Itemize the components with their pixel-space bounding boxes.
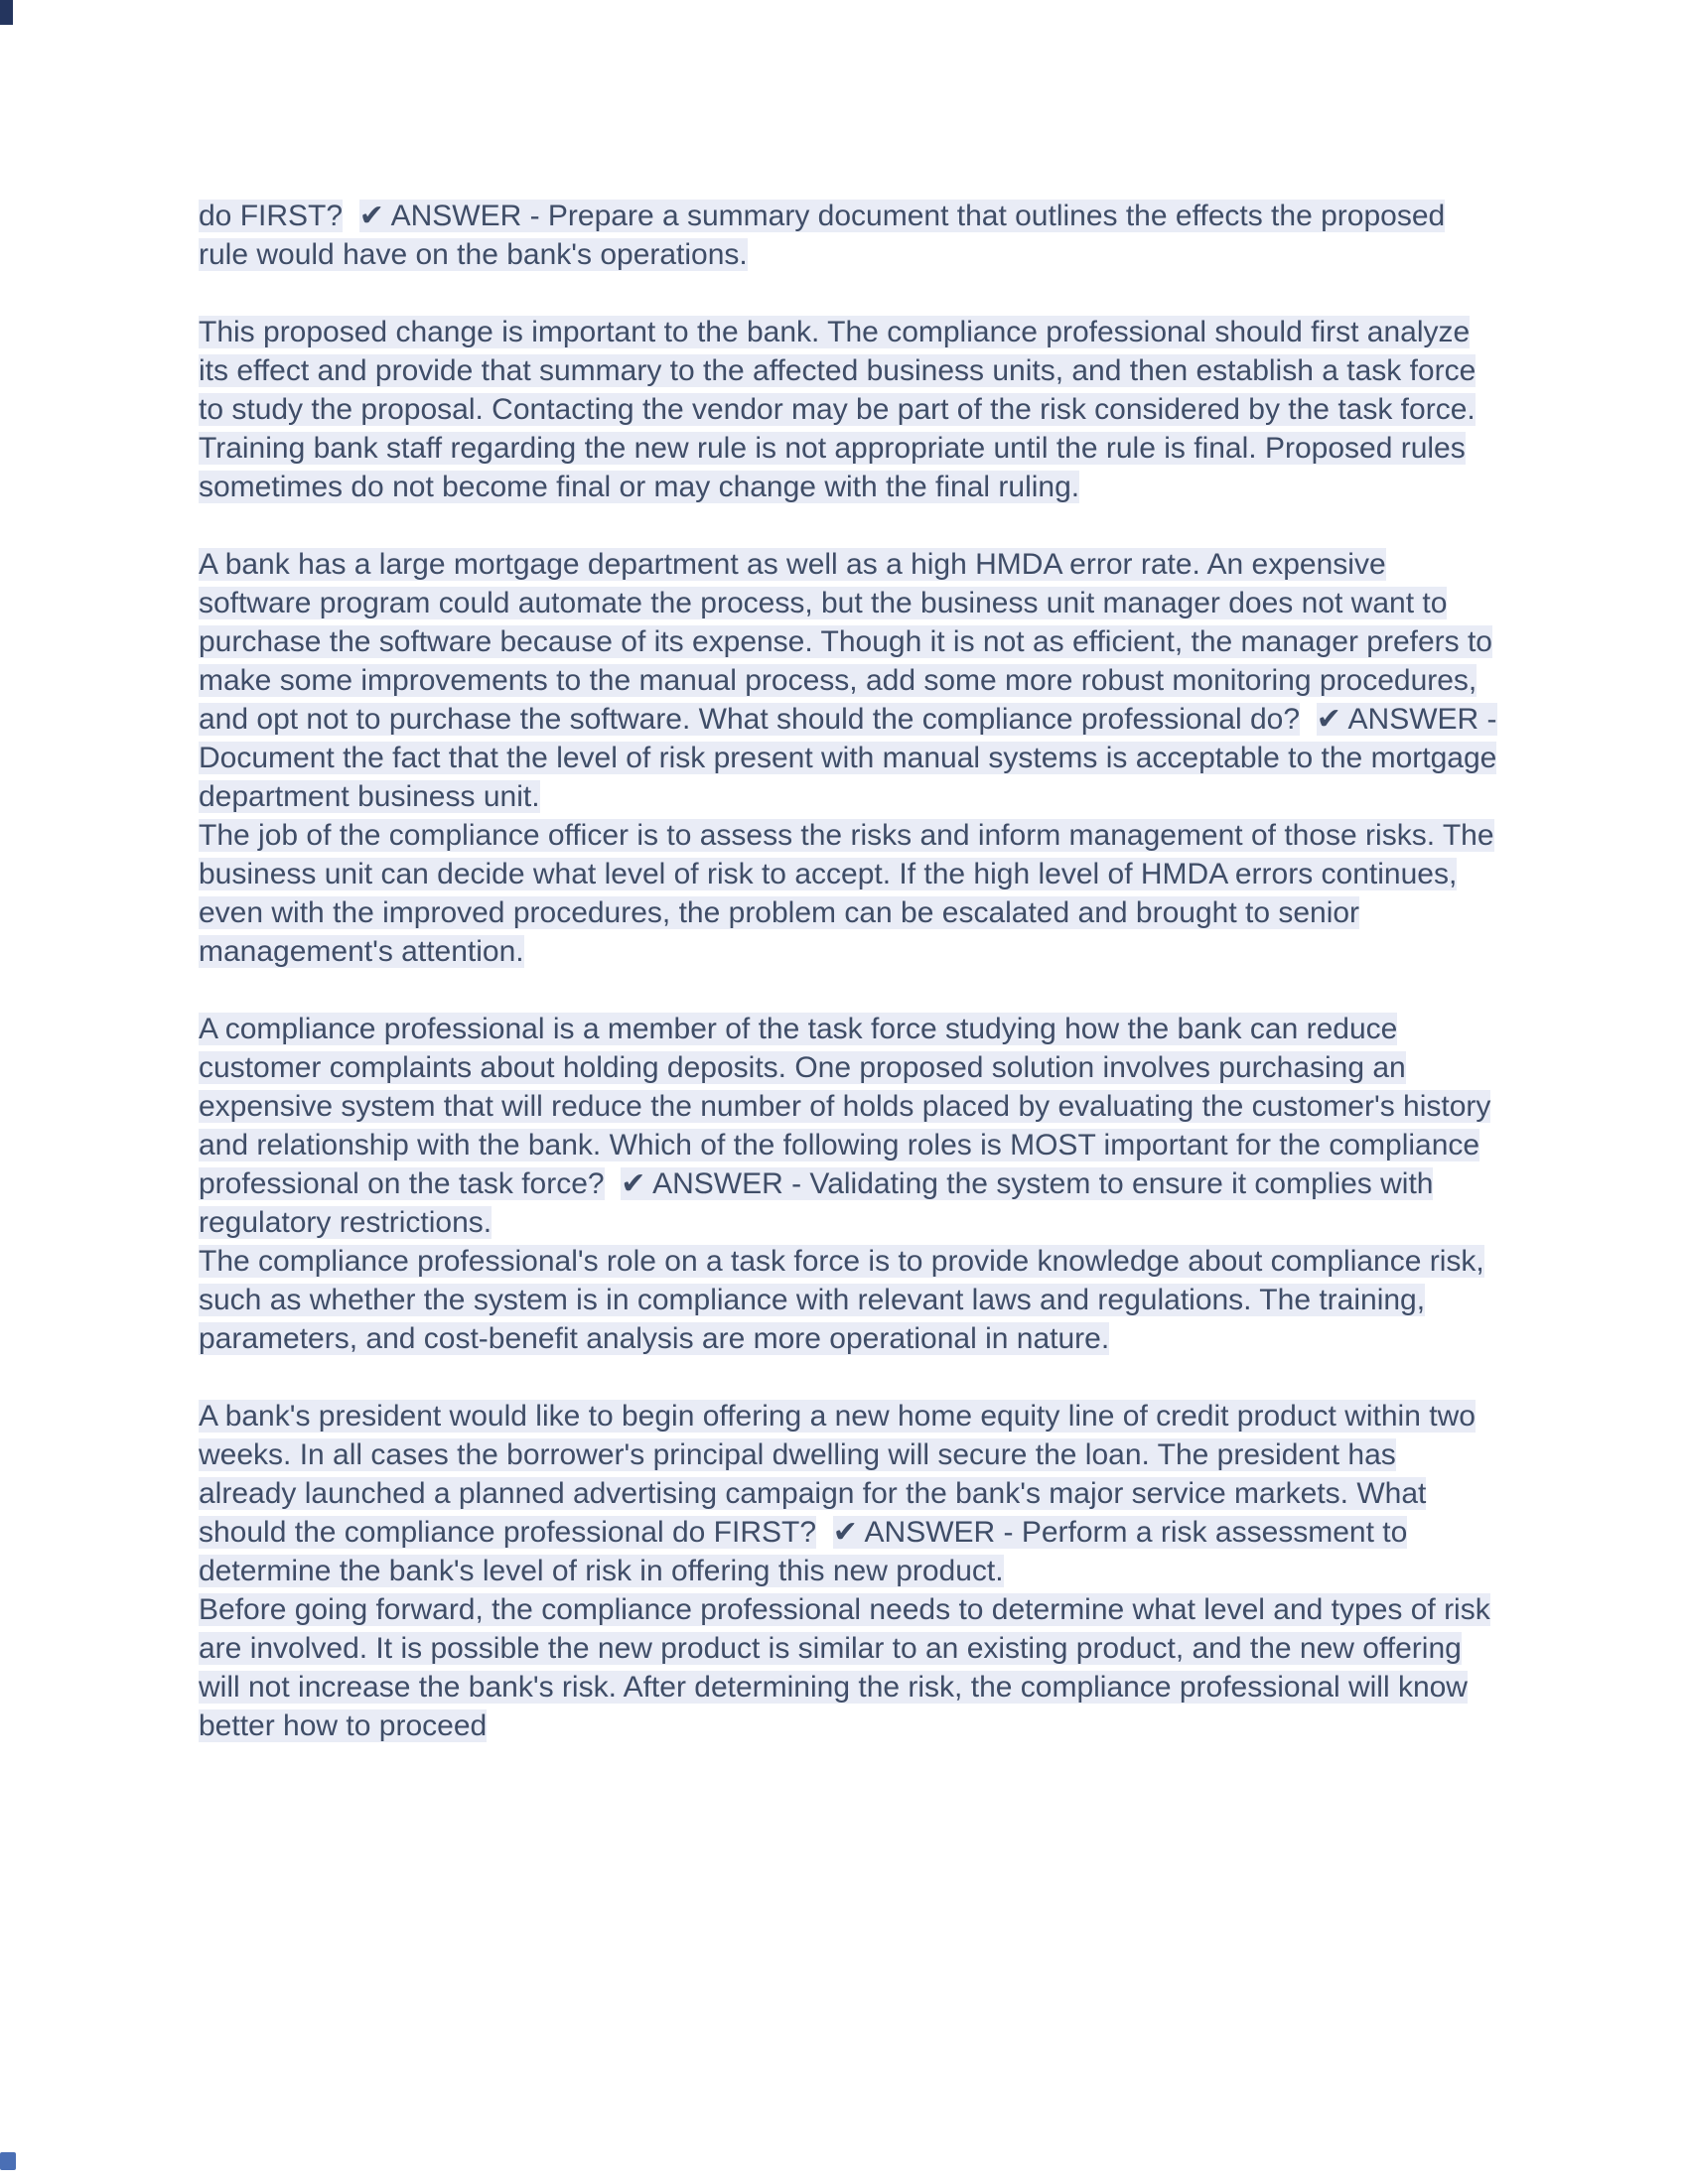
qa-block: [199, 1397, 1501, 1745]
answer-label-text: ANSWER - Validating the system to ensure it complies with regulatory restrictions.: [199, 1167, 1434, 1239]
page-edge-artifact-top: [0, 0, 13, 25]
question-answer-gap: [343, 200, 359, 232]
explanation-text: This proposed change is important to the bank. The compliance professional should first analyze its effect and provide that summary to the affected business units, and then establish a task force to study the proposal. Contacting the vendor may be part of the risk considered by the task force. Training bank staff regarding the new rule is not appropriate until the rule is final. Proposed rules sometimes do not become final or may change with the final ruling.: [199, 316, 1477, 503]
qa-block: [199, 545, 1501, 971]
explanation-paragraph: [199, 1590, 1501, 1745]
question-answer-paragraph: [199, 1397, 1501, 1590]
explanation-paragraph: [199, 313, 1501, 506]
question-text: A compliance professional is a member of the task force studying how the bank can reduce customer complaints about holding deposits. One proposed solution involves purchasing an expensive system that will reduce the number of holds placed by evaluating the customer's history and relationship with the bank. Which of the following roles is MOST important for the compliance professional on the task force?: [199, 1013, 1491, 1200]
question-answer-gap: [605, 1167, 622, 1200]
explanation-text: The compliance professional's role on a task force is to provide knowledge about compliance risk, such as whether the system is in compliance with relevant laws and regulations. The training, parameters, and cost-benefit analysis are more operational in nature.: [199, 1245, 1484, 1355]
question-answer-gap: [816, 1516, 833, 1549]
question-text: do FIRST?: [199, 200, 344, 232]
explanation-text: Before going forward, the compliance professional needs to determine what level and types of risk are involved. It is possible the new product is similar to an existing product, and the new offering will not increase the bank's risk. After determining the risk, the compliance professional will know better how to proceed: [199, 1593, 1490, 1742]
question-answer-gap: [1300, 703, 1317, 736]
answer-label-text: ANSWER - Perform a risk assessment to determine the bank's level of risk in offering this new product.: [199, 1516, 1408, 1587]
checkmark-icon: ✔: [358, 199, 384, 233]
answer-label-text: ANSWER - Document the fact that the level of risk present with manual systems is acceptable to the mortgage department business unit.: [199, 703, 1497, 813]
question-answer-paragraph: [199, 1010, 1501, 1242]
question-answer-paragraph: [199, 197, 1501, 274]
page-edge-artifact-bottom: [0, 2152, 16, 2170]
question-answer-paragraph: [199, 545, 1501, 816]
qa-block: [199, 1010, 1501, 1358]
answer-label-text: ANSWER - Prepare a summary document that outlines the effects the proposed rule would have on the bank's operations.: [199, 200, 1446, 271]
explanation-paragraph: [199, 816, 1501, 971]
qa-block: [199, 313, 1501, 506]
checkmark-icon: ✔: [621, 1166, 646, 1201]
checkmark-icon: ✔: [1316, 702, 1341, 737]
checkmark-icon: ✔: [832, 1515, 858, 1550]
qa-block: [199, 197, 1501, 274]
question-text: A bank's president would like to begin offering a new home equity line of credit product within two weeks. In all cases the borrower's principal dwelling will secure the loan. The president has already launched a planned advertising campaign for the bank's major service markets. What should the compliance professional do FIRST?: [199, 1400, 1476, 1549]
answer-text: [199, 200, 1445, 271]
document-text-content: [199, 197, 1501, 1745]
explanation-paragraph: [199, 1242, 1501, 1358]
explanation-text: The job of the compliance officer is to assess the risks and inform management of those risks. The business unit can decide what level of risk to accept. If the high level of HMDA errors continues, even with the improved procedures, the problem can be escalated and brought to senior management's attention.: [199, 819, 1494, 968]
question-text: A bank has a large mortgage department as well as a high HMDA error rate. An expensive software program could automate the process, but the business unit manager does not want to purchase the software because of its expense. Though it is not as efficient, the manager prefers to make some improvements to the manual process, add some more robust monitoring procedures, and opt not to purchase the software. What should the compliance professional do?: [199, 548, 1492, 736]
